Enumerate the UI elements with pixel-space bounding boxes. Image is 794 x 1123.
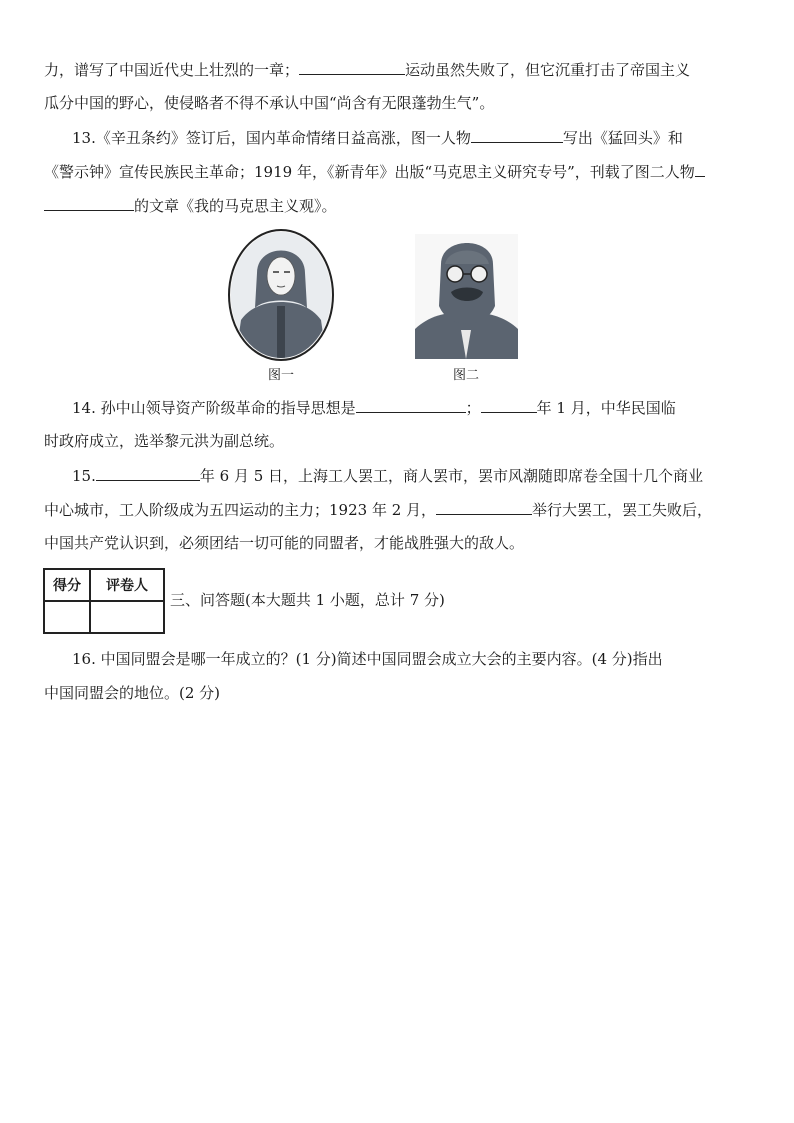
q15-answer-blank-2[interactable] bbox=[436, 498, 532, 515]
q15-line-3: 中国共产党认识到，必须团结一切可能的同盟者，才能战胜强大的敌人。 bbox=[44, 534, 525, 552]
q13-text-c: 《警示钟》宣传民族民主革命；1919 年，《新青年》出版“马克思主义研究专号”，刊载了图二人物 bbox=[44, 163, 695, 181]
q14-line-2: 时政府成立，选举黎元洪为副总统。 bbox=[44, 432, 285, 450]
figure-2-caption: 图二 bbox=[452, 368, 479, 383]
q13-text-a: 13.《辛丑条约》签订后，国内革命情绪日益高涨，图一人物 bbox=[72, 129, 471, 147]
section-3-title: 三、问答题(本大题共 1 小题，总计 7 分) bbox=[170, 591, 445, 609]
q15-text-a: 15. bbox=[72, 467, 96, 485]
score-header: 得分 bbox=[44, 569, 90, 601]
q12-answer-blank[interactable] bbox=[299, 58, 405, 75]
grader-header: 评卷人 bbox=[90, 569, 164, 601]
q13-text-d: 的文章《我的马克思主义观》。 bbox=[134, 197, 337, 215]
q13-text-b: 写出《猛回头》和 bbox=[562, 129, 683, 147]
q14-text-b: ； bbox=[465, 399, 481, 417]
q15-text-c: 中心城市，工人阶级成为五四运动的主力；1923 年 2 月， bbox=[44, 501, 437, 519]
q14-text-c: 年 1 月，中华民国临 bbox=[536, 399, 676, 417]
q13-line-2 bbox=[44, 160, 705, 183]
q12-text-a: 力，谱写了中国近代史上壮烈的一章； bbox=[44, 61, 300, 79]
q14-line-1 bbox=[72, 396, 676, 419]
q15-text-d: 举行大罢工，罢工失败后， bbox=[532, 501, 713, 519]
q14-text-a: 14. 孙中山领导资产阶级革命的指导思想是 bbox=[72, 399, 356, 417]
score-cell[interactable] bbox=[44, 601, 90, 633]
q16-line-1: 16. 中国同盟会是哪一年成立的？(1 分)简述中国同盟会成立大会的主要内容。(4 分)指出 bbox=[72, 650, 663, 668]
portrait-figure-1 bbox=[227, 228, 335, 362]
q14-answer-blank-1[interactable] bbox=[356, 396, 466, 413]
q15-line-2 bbox=[44, 498, 712, 521]
q13-answer-blank-2a[interactable] bbox=[695, 160, 705, 177]
q12-text-b: 运动虽然失败了，但它沉重打击了帝国主义 bbox=[405, 61, 691, 79]
q15-line-1 bbox=[72, 464, 703, 487]
q13-line-3 bbox=[44, 194, 337, 217]
q12-line-1 bbox=[44, 58, 690, 81]
q12-line-2: 瓜分中国的野心，使侵略者不得不承认中国“尚含有无限蓬勃生气”。 bbox=[44, 94, 495, 112]
grader-cell[interactable] bbox=[90, 601, 164, 633]
score-box bbox=[43, 568, 165, 634]
q16-line-2: 中国同盟会的地位。(2 分) bbox=[44, 684, 221, 702]
portrait-figure-2 bbox=[415, 234, 518, 359]
q13-answer-blank-1[interactable] bbox=[471, 126, 563, 143]
q15-text-b: 年 6 月 5 日，上海工人罢工，商人罢市，罢市风潮随即席卷全国十几个商业 bbox=[199, 467, 704, 485]
q13-answer-blank-2b[interactable] bbox=[44, 194, 134, 211]
figure-1-caption: 图一 bbox=[267, 368, 294, 383]
q13-line-1 bbox=[72, 126, 683, 149]
q15-answer-blank-1[interactable] bbox=[96, 464, 200, 481]
q14-answer-blank-2[interactable] bbox=[481, 396, 537, 413]
